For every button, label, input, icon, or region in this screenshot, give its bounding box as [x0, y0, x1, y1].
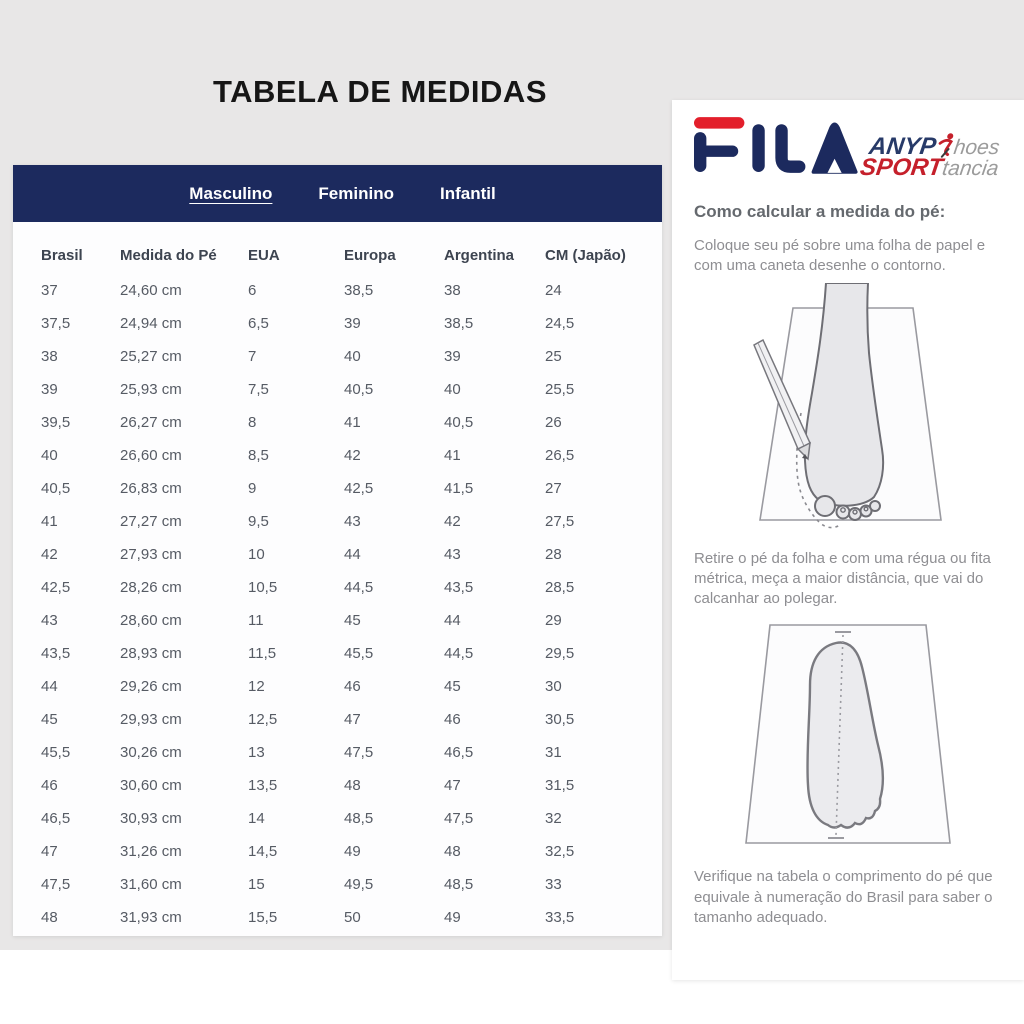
- table-cell: 45,5: [344, 645, 374, 662]
- measure-outline-illustration: [698, 615, 998, 853]
- table-cell: 29: [545, 612, 562, 629]
- table-cell: 26,60 cm: [120, 447, 182, 464]
- table-cell: 31,60 cm: [120, 876, 182, 893]
- table-cell: 37: [41, 282, 58, 299]
- table-cell: 48,5: [444, 876, 474, 893]
- table-cell: 26,27 cm: [120, 414, 182, 431]
- table-cell: 25,27 cm: [120, 348, 182, 365]
- table-cell: 44: [344, 546, 361, 563]
- table-cell: 46: [444, 711, 461, 728]
- table-cell: 24,94 cm: [120, 315, 182, 332]
- tab-masculino[interactable]: Masculino: [189, 183, 273, 203]
- page-title: TABELA DE MEDIDAS: [213, 74, 547, 109]
- table-cell: 45,5: [41, 744, 71, 761]
- table-cell: 43: [344, 513, 361, 530]
- seller-logo-anyp: ANYP: [867, 133, 938, 160]
- table-cell: 26,83 cm: [120, 480, 182, 497]
- table-cell: 42: [444, 513, 461, 530]
- table-cell: 40,5: [444, 414, 474, 431]
- table-cell: 31,93 cm: [120, 909, 182, 926]
- table-cell: 14,5: [248, 843, 278, 860]
- table-cell: 43: [444, 546, 461, 563]
- table-cell: 24,60 cm: [120, 282, 182, 299]
- table-cell: 39: [344, 315, 361, 332]
- seller-logo-line2: [858, 153, 1001, 181]
- measuring-guide-panel: [672, 100, 1024, 980]
- table-cell: 7: [248, 348, 257, 365]
- table-cell: 29,93 cm: [120, 711, 182, 728]
- table-cell: 38: [41, 348, 58, 365]
- table-cell: 41,5: [444, 480, 474, 497]
- brand-logos: [694, 114, 1002, 194]
- table-cell: 30,26 cm: [120, 744, 182, 761]
- table-cell: 30,93 cm: [120, 810, 182, 827]
- table-cell: 41: [444, 447, 461, 464]
- table-cell: 45: [41, 711, 58, 728]
- table-cell: 46: [344, 678, 361, 695]
- table-cell: 9: [248, 480, 257, 497]
- table-cell: 28,60 cm: [120, 612, 182, 629]
- table-cell: 11,5: [248, 645, 277, 662]
- table-cell: 46,5: [444, 744, 474, 761]
- table-cell: 11: [248, 612, 264, 629]
- table-cell: 32: [545, 810, 562, 827]
- table-cell: 43: [41, 612, 58, 629]
- table-cell: 28: [545, 546, 562, 563]
- table-cell: 38,5: [344, 282, 374, 299]
- table-cell: 38,5: [444, 315, 474, 332]
- table-cell: 8,5: [248, 447, 269, 464]
- table-cell: 50: [344, 909, 361, 926]
- table-cell: 39: [41, 381, 58, 398]
- table-cell: 39,5: [41, 414, 71, 431]
- table-cell: 29,26 cm: [120, 678, 182, 695]
- table-cell: 48,5: [344, 810, 374, 827]
- table-cell: 26: [545, 414, 562, 431]
- tab-feminino[interactable]: Feminino: [318, 183, 394, 203]
- table-cell: 12,5: [248, 711, 278, 728]
- table-cell: 45: [444, 678, 461, 695]
- table-cell: 44: [41, 678, 58, 695]
- size-table: [13, 222, 662, 934]
- table-cell: 13: [248, 744, 265, 761]
- seller-logo-tancia: tancia: [940, 156, 1001, 180]
- table-cell: 25,5: [545, 381, 575, 398]
- table-cell: 38: [444, 282, 461, 299]
- seller-logo-hoes: hoes: [952, 136, 1002, 159]
- table-cell: 13,5: [248, 777, 278, 794]
- table-cell: 37,5: [41, 315, 71, 332]
- table-cell: 40,5: [41, 480, 71, 497]
- table-cell: 31,5: [545, 777, 575, 794]
- table-cell: 29,5: [545, 645, 575, 662]
- table-cell: 42,5: [41, 579, 71, 596]
- fila-logo-icon: [694, 114, 862, 176]
- table-cell: 49: [444, 909, 461, 926]
- table-cell: 30,60 cm: [120, 777, 182, 794]
- table-cell: 47: [444, 777, 461, 794]
- column-header: Medida do Pé: [120, 246, 217, 264]
- gender-tab-bar: [13, 165, 662, 222]
- table-cell: 10: [248, 546, 265, 563]
- table-cell: 46: [41, 777, 58, 794]
- table-cell: 30,5: [545, 711, 575, 728]
- table-cell: 12: [248, 678, 265, 695]
- table-cell: 27,27 cm: [120, 513, 182, 530]
- table-cell: 40: [41, 447, 58, 464]
- table-cell: 6,5: [248, 315, 269, 332]
- tab-infantil[interactable]: Infantil: [439, 183, 496, 203]
- table-cell: 6: [248, 282, 257, 299]
- guide-step1-text: Coloque seu pé sobre uma folha de papel e com uma caneta desenhe o contorno.: [694, 237, 986, 275]
- table-cell: 24,5: [545, 315, 575, 332]
- table-cell: 47,5: [41, 876, 71, 893]
- table-cell: 40: [344, 348, 361, 365]
- table-cell: 15: [248, 876, 265, 893]
- column-header: Argentina: [444, 246, 515, 264]
- table-cell: 47: [344, 711, 361, 728]
- table-cell: 44: [444, 612, 461, 629]
- table-cell: 47,5: [444, 810, 474, 827]
- table-cell: 27: [545, 480, 562, 497]
- table-cell: 33,5: [545, 909, 575, 926]
- table-cell: 31,26 cm: [120, 843, 182, 860]
- table-cell: 47,5: [344, 744, 374, 761]
- table-cell: 47: [41, 843, 58, 860]
- table-cell: 39: [444, 348, 461, 365]
- table-cell: 28,5: [545, 579, 575, 596]
- table-cell: 42: [344, 447, 361, 464]
- guide-step2-text: Retire o pé da folha e com uma régua ou fita métrica, meça a maior distância, que vai do calcanhar ao polegar.: [694, 549, 991, 607]
- table-cell: 7,5: [248, 381, 269, 398]
- seller-logo: [858, 132, 1004, 181]
- table-cell: 41: [344, 414, 361, 431]
- seller-logo-sport: SPORT: [858, 153, 945, 181]
- table-cell: 42: [41, 546, 58, 563]
- trace-foot-illustration: [698, 283, 998, 535]
- table-cell: 48: [344, 777, 361, 794]
- table-cell: 46,5: [41, 810, 71, 827]
- table-cell: 43,5: [444, 579, 474, 596]
- table-cell: 45: [344, 612, 361, 629]
- table-cell: 10,5: [248, 579, 278, 596]
- table-cell: 49,5: [344, 876, 374, 893]
- table-cell: 44,5: [444, 645, 474, 662]
- table-cell: 30: [545, 678, 562, 695]
- table-cell: 27,5: [545, 513, 575, 530]
- table-cell: 48: [41, 909, 58, 926]
- column-header: Brasil: [41, 246, 83, 264]
- table-cell: 44,5: [344, 579, 374, 596]
- table-cell: 40,5: [344, 381, 374, 398]
- table-cell: 33: [545, 876, 562, 893]
- table-cell: 31: [545, 744, 562, 761]
- table-cell: 8: [248, 414, 257, 431]
- table-cell: 27,93 cm: [120, 546, 182, 563]
- table-cell: 28,93 cm: [120, 645, 182, 662]
- table-cell: 9,5: [248, 513, 269, 530]
- guide-heading: Como calcular a medida do pé:: [694, 202, 946, 221]
- table-cell: 25,93 cm: [120, 381, 182, 398]
- table-cell: 26,5: [545, 447, 575, 464]
- table-cell: 15,5: [248, 909, 278, 926]
- table-cell: 42,5: [344, 480, 374, 497]
- table-cell: 28,26 cm: [120, 579, 182, 596]
- table-cell: 40: [444, 381, 461, 398]
- table-cell: 25: [545, 348, 562, 365]
- size-table-card: [13, 165, 662, 936]
- table-cell: 24: [545, 282, 562, 299]
- column-header: Europa: [344, 246, 396, 264]
- table-cell: 43,5: [41, 645, 71, 662]
- column-header: CM (Japão): [545, 246, 626, 264]
- column-header: EUA: [248, 246, 280, 264]
- table-cell: 41: [41, 513, 58, 530]
- table-cell: 49: [344, 843, 361, 860]
- table-cell: 14: [248, 810, 265, 827]
- table-cell: 48: [444, 843, 461, 860]
- table-cell: 32,5: [545, 843, 575, 860]
- guide-step3-text: Verifique na tabela o comprimento do pé que equivale à numeração do Brasil para saber o tamanho adequado.: [694, 868, 993, 926]
